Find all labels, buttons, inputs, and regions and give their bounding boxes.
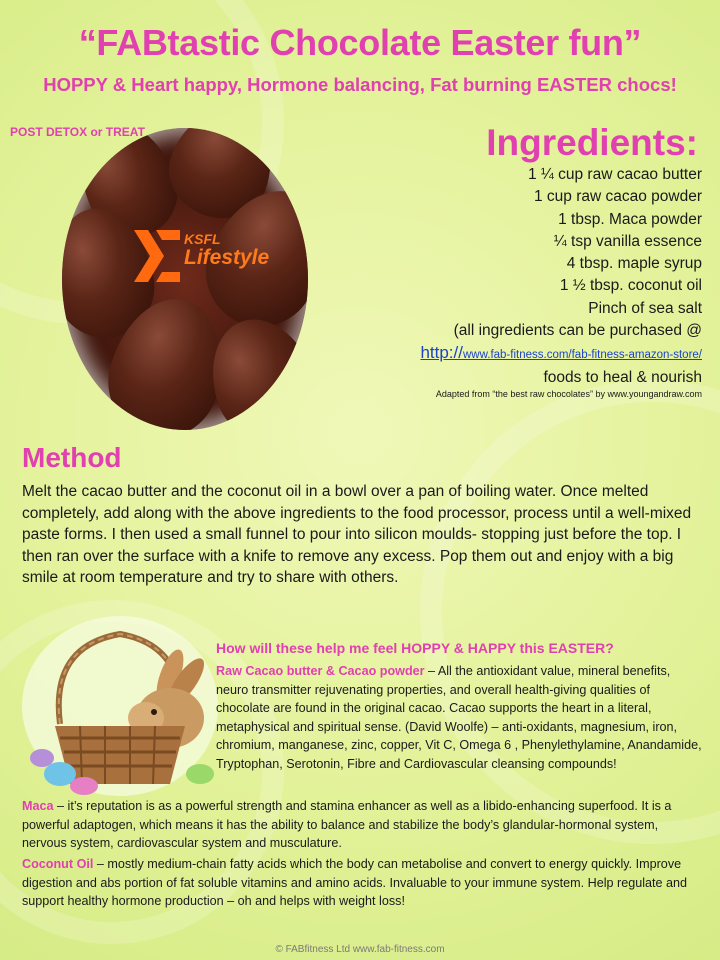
brand-logo [184,232,269,269]
background-swirl [420,380,720,844]
store-tagline: foods to heal & nourish [543,368,702,386]
ingredients-list [342,164,702,389]
ingredient-item: (all ingredients can be purchased @ [453,322,702,340]
ingredient-item: ¼ tsp vanilla essence [553,232,702,250]
coconut-label: Coconut Oil [22,857,94,871]
maca-text: – it’s reputation is as a powerful strength and stamina enhancer as well as a libido-enhancing superfood. It is a powerful adaptogen, which means it has the ability to balance and stabilize the body’s glandular-hormonal system, nervous system, cardiovascular system and musculature. [22,799,672,850]
brand-logo-bottom: Lifestyle [184,245,270,269]
method-text: Melt the cacao butter and the coconut oil in a bowl over a pan of boiling water. Once melted completely, add along with the above ingredients to the food processor, process until a well-mixed paste forms. I then used a small funnel to pour into silicon moulds- stopping just before the top. I then ran over the surface with a knife to remove any excess. Pop them out and enjoy with a big smile at room temperature and try to share with others. [22,483,692,586]
cacao-paragraph [216,662,704,773]
store-link-prefix[interactable]: http:// [420,343,463,363]
ingredient-item: Pinch of sea salt [588,299,702,317]
ingredient-item: 1 ½ tbsp. coconut oil [559,277,702,295]
brand-logo-top: KSFL [184,231,221,247]
benefits-title: How will these help me feel HOPPY & HAPPY this EASTER? [216,640,614,656]
maca-label: Maca [22,799,54,813]
store-link[interactable] [342,342,702,366]
ingredient-item: 1 tbsp. Maca powder [558,210,702,228]
coconut-paragraph [22,855,704,911]
tagline: POST DETOX or TREAT [10,125,145,139]
ingredient-item: 1 cup raw cacao powder [533,188,702,206]
ksfl-logo-icon [134,230,180,282]
maca-paragraph [22,797,704,853]
page-subtitle: HOPPY & Heart happy, Hormone balancing, Fat burning EASTER chocs! [43,74,677,95]
ingredients-title: Ingredients: [486,122,698,163]
page-title: “FABtastic Chocolate Easter fun” [78,22,642,63]
footer-credit: © FABfitness Ltd www.fab-fitness.com [275,944,445,955]
store-link-url[interactable]: www.fab-fitness.com/fab-fitness-amazon-store/ [462,349,702,362]
cacao-label: Raw Cacao butter & Cacao powder [216,664,425,678]
chocolate-eggs-photo [62,128,308,430]
bunny-basket-image [20,606,220,796]
coconut-text: – mostly medium-chain fatty acids which the body can metabolise and convert to energy quickly. Improve digestion and abs portion of fat soluble vitamins and amino acids. Invaluable to your immune system. Help regulate and support healthy hormone production – oh and helps with weight loss! [22,857,688,908]
adapted-credit: Adapted from “the best raw chocolates” by www.youngandraw.com [435,389,702,399]
ingredient-item: 4 tbsp. maple syrup [566,255,702,273]
ingredient-item: 1 ¼ cup raw cacao butter [527,166,702,183]
method-title: Method [22,442,122,473]
cacao-text: – All the antioxidant value, mineral benefits, neuro transmitter rejuvenating properties, and overall health-giving qualities of chocolate are found in the original cacao. Cacao supports the heart in a literal, metaphysical and spiritual sense. (David Woolfe) – anti-oxidants, magnesium, iron, chromium, manganese, zinc, copper, Vit C, Omega 6 , Phenylethylamine, Anandamide, Tryptophan, Serotonin, Fibre and Cardiovascular cleansing compounds! [216,664,702,771]
